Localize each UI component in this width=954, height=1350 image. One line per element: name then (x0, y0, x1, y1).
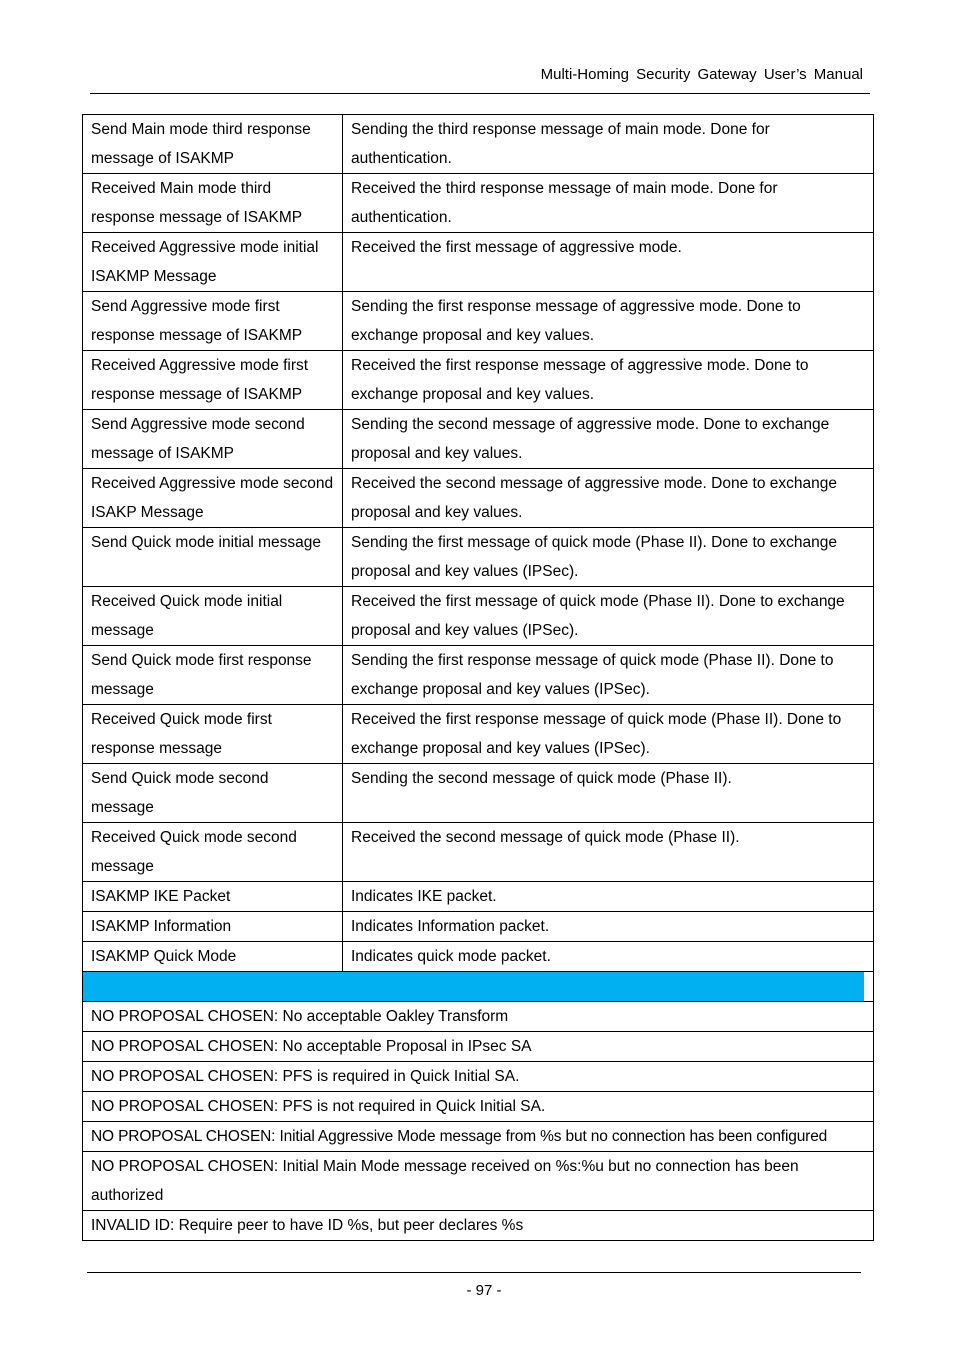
event-cell: Received Aggressive mode first response message of ISAKMP (83, 351, 343, 410)
event-cell: Send Main mode third response message of ISAKMP (83, 115, 343, 174)
description-cell: Received the second message of aggressive mode. Done to exchange proposal and key values. (343, 469, 874, 528)
event-cell: Received Main mode third response message of ISAKMP (83, 174, 343, 233)
description-cell: Sending the third response message of main mode. Done for authentication. (343, 115, 874, 174)
description-cell: Received the third response message of main mode. Done for authentication. (343, 174, 874, 233)
header-divider (90, 93, 870, 94)
event-cell: Received Quick mode second message (83, 823, 343, 882)
description-cell: Sending the first response message of aggressive mode. Done to exchange proposal and key values. (343, 292, 874, 351)
table-row (83, 1002, 874, 1032)
description-cell: Sending the first response message of quick mode (Phase II). Done to exchange proposal and key values (IPSec). (343, 646, 874, 705)
event-cell: Received Quick mode initial message (83, 587, 343, 646)
table-row (83, 882, 874, 912)
event-cell: Send Quick mode initial message (83, 528, 343, 587)
error-message-cell: NO PROPOSAL CHOSEN: Initial Main Mode message received on %s:%u but no connection has been authorized (83, 1152, 874, 1211)
table-row (83, 174, 874, 233)
event-cell: Send Quick mode second message (83, 764, 343, 823)
table-row (83, 1152, 874, 1211)
description-cell: Received the first response message of aggressive mode. Done to exchange proposal and key values. (343, 351, 874, 410)
table-row (83, 469, 874, 528)
event-cell: ISAKMP IKE Packet (83, 882, 343, 912)
event-cell: Received Aggressive mode second ISAKP Message (83, 469, 343, 528)
table-row (83, 1211, 874, 1241)
event-cell: ISAKMP Quick Mode (83, 942, 343, 972)
error-message-cell: NO PROPOSAL CHOSEN: PFS is required in Quick Initial SA. (83, 1062, 874, 1092)
event-cell: Send Aggressive mode first response message of ISAKMP (83, 292, 343, 351)
event-cell: Received Aggressive mode initial ISAKMP Message (83, 233, 343, 292)
table-row (83, 1032, 874, 1062)
error-message-cell: INVALID ID: Require peer to have ID %s, but peer declares %s (83, 1211, 874, 1241)
table-row (83, 233, 874, 292)
page-number: - 97 - (466, 1282, 502, 1299)
error-message-cell: NO PROPOSAL CHOSEN: PFS is not required in Quick Initial SA. (83, 1092, 874, 1122)
table-row (83, 1122, 874, 1152)
description-cell: Received the second message of quick mode (Phase II). (343, 823, 874, 882)
error-message-cell: NO PROPOSAL CHOSEN: Initial Aggressive Mode message from %s but no connection has been configured (83, 1122, 874, 1152)
event-cell: ISAKMP Information (83, 912, 343, 942)
description-cell: Sending the first message of quick mode (Phase II). Done to exchange proposal and key values (IPSec). (343, 528, 874, 587)
description-cell: Received the first message of aggressive mode. (343, 233, 874, 292)
table-row (83, 823, 874, 882)
table-row (83, 646, 874, 705)
error-message-cell: NO PROPOSAL CHOSEN: No acceptable Oakley Transform (83, 1002, 874, 1032)
event-cell: Received Quick mode first response message (83, 705, 343, 764)
description-cell: Sending the second message of aggressive mode. Done to exchange proposal and key values. (343, 410, 874, 469)
description-cell: Received the first message of quick mode (Phase II). Done to exchange proposal and key values (IPSec). (343, 587, 874, 646)
table-row (83, 528, 874, 587)
event-cell: Send Quick mode first response message (83, 646, 343, 705)
section-band-row (83, 972, 874, 1002)
table-row (83, 410, 874, 469)
description-cell: Indicates IKE packet. (343, 882, 874, 912)
table-row (83, 292, 874, 351)
table-row (83, 351, 874, 410)
table-row (83, 705, 874, 764)
running-header: Multi-Homing Security Gateway User’s Manual (540, 66, 863, 83)
log-message-table (82, 114, 874, 1241)
event-cell: Send Aggressive mode second message of ISAKMP (83, 410, 343, 469)
table-row (83, 1062, 874, 1092)
table-row (83, 587, 874, 646)
section-band (83, 972, 866, 1001)
table-row (83, 942, 874, 972)
table-row (83, 115, 874, 174)
table-row (83, 912, 874, 942)
footer-divider (87, 1272, 861, 1273)
table-row (83, 764, 874, 823)
description-cell: Received the first response message of quick mode (Phase II). Done to exchange proposal and key values (IPSec). (343, 705, 874, 764)
description-cell: Indicates quick mode packet. (343, 942, 874, 972)
description-cell: Sending the second message of quick mode (Phase II). (343, 764, 874, 823)
error-message-cell: NO PROPOSAL CHOSEN: No acceptable Proposal in IPsec SA (83, 1032, 874, 1062)
section-band-cell (83, 972, 874, 1002)
table-row (83, 1092, 874, 1122)
description-cell: Indicates Information packet. (343, 912, 874, 942)
